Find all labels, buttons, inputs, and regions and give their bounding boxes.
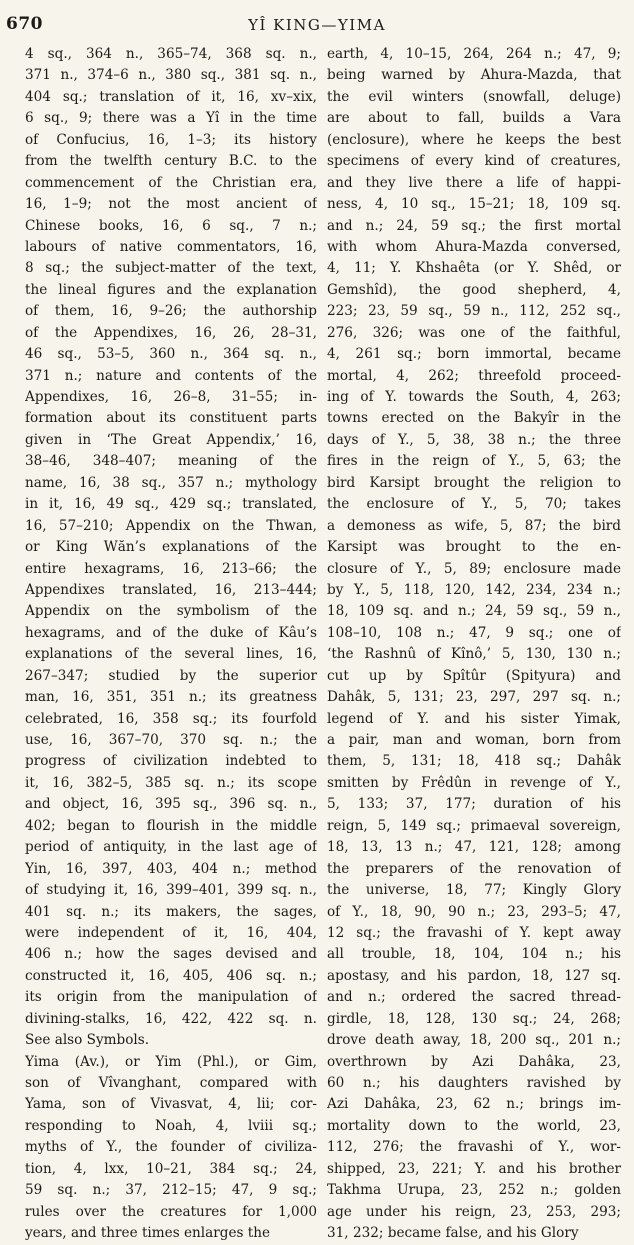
index-line: Appendixes, 16, 26–8, 31–55; in- <box>25 389 317 405</box>
index-line: specimens of every kind of creatures, <box>327 153 621 170</box>
index-line: 406 n.; how the sages devised and <box>25 946 317 963</box>
index-line: were independent of it, 16, 404, <box>25 924 317 941</box>
index-line: Chinese books, 16, 6 sq., 7 n.; <box>25 217 317 234</box>
index-line: bird Karsipt brought the religion to <box>327 474 621 491</box>
index-line: in it, 16, 49 sq., 429 sq.; translated, <box>25 496 317 513</box>
index-line: 401 sq. n.; its makers, the sages, <box>25 903 317 920</box>
index-line: the evil winters (snowfall, deluge) <box>327 88 621 105</box>
index-line: 276, 326; was one of the faithful, <box>327 324 621 341</box>
index-line: son of Vîvanghant, compared with <box>25 1075 317 1091</box>
index-line: tion, 4, lxx, 10–21, 384 sq.; 24, <box>25 1160 317 1177</box>
index-line: Dahâk, 5, 131; 23, 297, 297 sq. n.; <box>327 689 621 706</box>
index-line: shipped, 23, 221; Y. and his brother <box>327 1160 621 1177</box>
index-line: ness, 4, 10 sq., 15–21; 18, 109 sq. <box>327 196 621 213</box>
right-index-column <box>327 44 621 1245</box>
index-line: drove death away, 18, 200 sq., 201 n.; <box>327 1032 621 1049</box>
index-line: man, 16, 351, 351 n.; its greatness <box>25 689 317 706</box>
index-line: and n.; 24, 59 sq.; the first mortal <box>327 217 621 234</box>
index-line: are about to fall, builds a Vara <box>327 110 621 127</box>
index-line: of Confucius, 16, 1–3; its history <box>25 131 317 148</box>
index-line: 59 sq. n.; 37, 212–15; 47, 9 sq.; <box>25 1182 317 1199</box>
index-line: myths of Y., the founder of civiliza- <box>25 1139 317 1156</box>
index-line: responding to Noah, 4, lviii sq.; <box>25 1117 317 1134</box>
index-line: 371 n.; nature and contents of the <box>25 367 317 384</box>
index-line: of Y., 18, 90, 90 n.; 23, 293–5; 47, <box>327 903 621 920</box>
left-index-column <box>25 44 317 1245</box>
index-line: with whom Ahura-Mazda conversed, <box>327 238 621 255</box>
index-line: given in ‘The Great Appendix,’ 16, <box>25 431 317 448</box>
index-line: hexagrams, and of the duke of Kâu’s <box>25 624 317 641</box>
index-line: 5, 133; 37, 177; duration of his <box>327 796 621 813</box>
index-line: reign, 5, 149 sq.; primaeval sovereign, <box>327 817 621 834</box>
index-line: explanations of the several lines, 16, <box>25 646 317 663</box>
index-line: the lineal figures and the explanation <box>25 281 317 298</box>
index-line: overthrown by Azi Dahâka, 23, <box>327 1053 621 1070</box>
index-line: fires in the reign of Y., 5, 63; the <box>327 453 621 470</box>
index-line: mortality down to the world, 23, <box>327 1117 621 1134</box>
index-line: constructed it, 16, 405, 406 sq. n.; <box>25 967 317 984</box>
index-line: 18, 109 sq. and n.; 24, 59 sq., 59 n., <box>327 603 621 620</box>
index-line: rules over the creatures for 1,000 <box>25 1203 317 1220</box>
index-line: being warned by Ahura-Mazda, that <box>327 67 621 84</box>
index-line: divining-stalks, 16, 422, 422 sq. n. <box>25 1010 317 1027</box>
index-line: Yama, son of Vivasvat, 4, lii; cor- <box>25 1096 317 1113</box>
index-line: a demoness as wife, 5, 87; the bird <box>327 517 621 534</box>
index-line: (enclosure), where he keeps the best <box>327 131 621 148</box>
index-line: Appendixes translated, 16, 213–444; <box>25 581 317 598</box>
index-line: girdle, 18, 128, 130 sq.; 24, 268; <box>327 1010 621 1027</box>
index-line: 16, 1–9; not the most ancient of <box>25 196 317 213</box>
index-line: a pair, man and woman, born from <box>327 732 621 748</box>
index-line: by Y., 5, 118, 120, 142, 234, 234 n.; <box>327 581 621 598</box>
index-line: Takhma Urupa, 23, 252 n.; golden <box>327 1182 621 1199</box>
index-line: mortal, 4, 262; threefold proceed- <box>327 367 621 384</box>
index-line: See also Symbols. <box>25 1032 150 1049</box>
index-line: from the twelfth century B.C. to the <box>25 153 317 170</box>
index-line: cut up by Spîtûr (Spityura) and <box>327 667 621 684</box>
index-line: entire hexagrams, 16, 213–66; the <box>25 560 317 577</box>
index-line: name, 16, 38 sq., 357 n.; mythology <box>25 474 317 491</box>
index-line: ‘the Rashnû of Kînô,’ 5, 130, 130 n.; <box>327 646 621 663</box>
index-line: ing of Y. towards the South, 4, 263; <box>327 389 621 405</box>
index-line: 108–10, 108 n.; 47, 9 sq.; one of <box>327 624 621 641</box>
index-line: 112, 276; the fravashi of Y., wor- <box>327 1139 621 1156</box>
index-line: them, 5, 131; 18, 418 sq.; Dahâk <box>327 753 621 770</box>
index-line: period of antiquity, in the last age of <box>25 839 317 856</box>
index-line: 4, 261 sq.; born immortal, became <box>327 346 621 363</box>
index-line: 4, 11; Y. Khshaêta (or Y. Shêd, or <box>327 260 621 277</box>
index-line: celebrated, 16, 358 sq.; its fourfold <box>25 710 317 727</box>
index-line: towns erected on the Bakyîr in the <box>327 410 621 427</box>
page-number: 670 <box>6 14 43 34</box>
index-line: 38–46, 348–407; meaning of the <box>25 453 317 470</box>
index-line: 371 n., 374–6 n., 380 sq., 381 sq. n., <box>25 67 317 84</box>
index-line: apostasy, and his pardon, 18, 127 sq. <box>327 967 621 984</box>
index-line: it, 16, 382–5, 385 sq. n.; its scope <box>25 774 317 791</box>
index-line: 404 sq.; translation of it, 16, xv–xix, <box>25 88 317 105</box>
index-line: Karsipt was brought to the en- <box>327 539 621 556</box>
index-line: 46 sq., 53–5, 360 n., 364 sq. n., <box>25 346 317 363</box>
index-line: days of Y., 5, 38, 38 n.; the three <box>327 431 621 448</box>
index-line: commencement of the Christian era, <box>25 174 317 191</box>
index-line: 267–347; studied by the superior <box>25 667 317 684</box>
index-line: and n.; ordered the sacred thread- <box>327 989 621 1006</box>
index-line: all trouble, 18, 104, 104 n.; his <box>327 946 621 963</box>
index-line: legend of Y. and his sister Yimak, <box>327 710 621 727</box>
index-line: closure of Y., 5, 89; enclosure made <box>327 560 621 577</box>
index-line: 60 n.; his daughters ravished by <box>327 1075 621 1091</box>
index-line: 18, 13, 13 n.; 47, 121, 128; among <box>327 839 621 856</box>
index-line: and they live there a life of happi- <box>327 174 621 191</box>
index-line: use, 16, 367–70, 370 sq. n.; the <box>25 732 317 748</box>
index-line: formation about its constituent parts <box>25 410 317 427</box>
index-line: or King Wăn’s explanations of the <box>25 539 317 556</box>
index-line: Azi Dahâka, 23, 62 n.; brings im- <box>327 1096 621 1113</box>
index-line: years, and three times enlarges the <box>25 1225 271 1242</box>
index-line: 31, 232; became false, and his Glory <box>327 1225 579 1242</box>
index-line: Yin, 16, 397, 403, 404 n.; method <box>25 860 317 877</box>
index-line: 223; 23, 59 sq., 59 n., 112, 252 sq., <box>327 303 621 320</box>
index-line: 4 sq., 364 n., 365–74, 368 sq. n., <box>25 46 317 62</box>
index-line: of studying it, 16, 399–401, 399 sq. n., <box>25 882 317 899</box>
index-line: Gemshîd), the good shepherd, 4, <box>327 281 621 298</box>
index-line: of the Appendixes, 16, 26, 28–31, <box>25 324 317 341</box>
index-line: 6 sq., 9; there was a Yî in the time <box>25 110 317 127</box>
index-line: 16, 57–210; Appendix on the Thwan, <box>25 517 317 534</box>
index-line: 12 sq.; the fravashi of Y. kept away <box>327 924 621 941</box>
page-header <box>0 14 634 38</box>
index-line: Yima (Av.), or Yim (Phl.), or Gim, <box>25 1053 317 1070</box>
index-line: earth, 4, 10–15, 264, 264 n.; 47, 9; <box>327 46 621 62</box>
index-line: age under his reign, 23, 253, 293; <box>327 1203 621 1220</box>
index-line: its origin from the manipulation of <box>25 989 317 1006</box>
index-line: the preparers of the renovation of <box>327 860 621 877</box>
index-line: the universe, 18, 77; Kingly Glory <box>327 882 621 899</box>
index-line: 402; began to flourish in the middle <box>25 817 317 834</box>
index-line: smitten by Frêdûn in revenge of Y., <box>327 774 621 791</box>
index-line: Appendix on the symbolism of the <box>25 603 317 620</box>
index-line: the enclosure of Y., 5, 70; takes <box>327 496 621 513</box>
running-head: YÎ KING—YIMA <box>248 16 386 34</box>
index-line: 8 sq.; the subject-matter of the text, <box>25 260 317 277</box>
index-line: progress of civilization indebted to <box>25 753 317 770</box>
index-line: labours of native commentators, 16, <box>25 238 317 255</box>
index-line: and object, 16, 395 sq., 396 sq. n., <box>25 796 317 813</box>
index-line: of them, 16, 9–26; the authorship <box>25 303 317 320</box>
